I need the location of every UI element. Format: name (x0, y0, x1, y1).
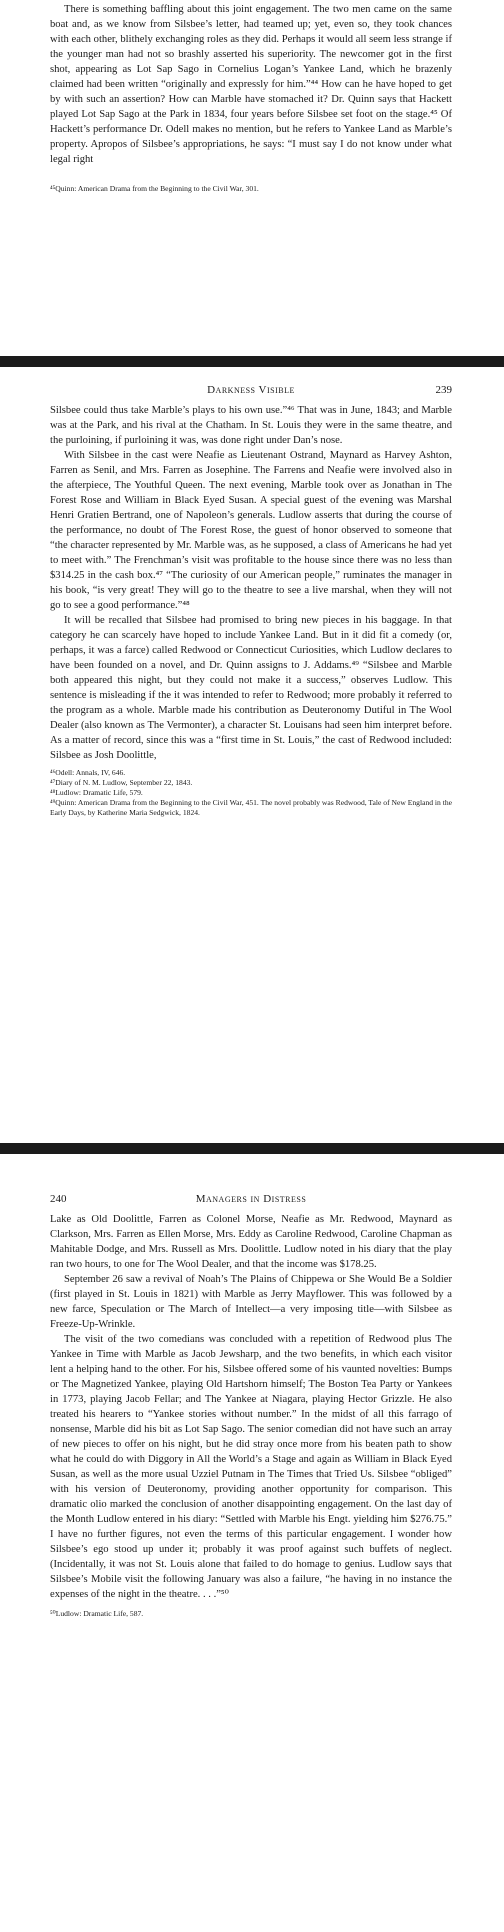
page-separator (0, 356, 504, 367)
footnote: ⁵⁰Ludlow: Dramatic Life, 587. (50, 1609, 144, 1618)
footnote: ⁴⁶Odell: Annals, IV, 646. (50, 768, 126, 777)
paragraph: September 26 saw a revival of Noah’s The Plains of Chippewa or She Would Be a Soldier (first played in St. Louis in 1821) with Marble as Jerry Mayflower. This was followed by a new farce, Speculation or The March of Intellect—a very imposing title—with Silsbee as Freeze-Up-Wrinkle. (50, 1274, 452, 1330)
page-2 (0, 381, 504, 818)
page-separator (0, 1143, 504, 1154)
footnote: ⁴⁵Quinn: American Drama from the Beginning to the Civil War, 301. (50, 184, 259, 193)
page-1-body (50, 2, 452, 167)
page-3 (0, 1190, 504, 1619)
page-number: 239 (435, 384, 452, 396)
paragraph: Lake as Old Doolittle, Farren as Colonel Morse, Neafie as Mr. Redwood, Maynard as Clarkson, Mrs. Farren as Ellen Morse, Mrs. Eddy as Caroline Redwood, Caroline Chapman as Mahitable Dodge, and Mrs. Russell as Mrs. Doolittle. Ludlow noted in his diary that the play ran two hours, to one for The Wool Dealer, and that the income was $178.25. (50, 1214, 452, 1270)
running-head: Darkness Visible (207, 384, 295, 396)
footnotes (50, 184, 452, 194)
footnotes (50, 768, 452, 818)
page-2-body (50, 403, 452, 763)
page-1 (0, 2, 504, 194)
page-3-body (50, 1212, 452, 1602)
page-header (50, 381, 452, 403)
footnote: ⁴⁷Diary of N. M. Ludlow, September 22, 1843. (50, 778, 193, 787)
footnote: ⁴⁸Ludlow: Dramatic Life, 579. (50, 788, 143, 797)
page-number: 240 (50, 1193, 67, 1205)
page-header (50, 1190, 452, 1212)
paragraph: It will be recalled that Silsbee had promised to bring new pieces in his baggage. In that category he can scarcely have hoped to include Yankee Land. But in it did fit a comedy (or, perhaps, it was a farce) called Redwood or Connecticut Curiosities, which Ludlow declares to have been founded on a novel, and Dr. Quinn assigns to J. Addams.⁴⁹ “Silsbee and Marble both appeared this night, but they could not make it a success,” observes Ludlow. This sentence is misleading if the it was intended to refer to Redwood; more probably it referred to the program as a whole. Marble made his contribution as Deuteronomy Dutiful in The Wool Dealer (also known as The Vermonter), a character St. Louisans had seen him interpret before. As a matter of record, since this was a “first time in St. Louis,” the cast of Redwood included: Silsbee as Josh Doolittle, (50, 615, 452, 761)
paragraph: With Silsbee in the cast were Neafie as Lieutenant Ostrand, Maynard as Harvey Ashton, Farren as Senil, and Mrs. Farren as Josephine. The Farrens and Neafie were involved also in the afterpiece, The Youthful Queen. The next evening, Marble took over as Jonathan in The Forest Rose and William in Black Eyed Susan. A special guest of the evening was Marshal Henri Gratien Bertrand, one of Napoleon’s generals. Ludlow asserts that during the course of the performance, no doubt of The Forest Rose, the guest of honor observed to someone that “the character represented by Mr. Marble was, as he supposed, a class of Americans he had yet to meet with.” The Frenchman’s visit was profitable to the house since there was no less than $314.25 in the cash box.⁴⁷ “The curiosity of our American people,” ruminates the manager in his book, “is very great! They will go to the theatre to see a live marshal, when they will not go to see a good performance.”⁴⁸ (50, 450, 452, 611)
paragraph: The visit of the two comedians was concluded with a repetition of Redwood plus The Yankee in Time with Marble as Jacob Jewsharp, and the two benefits, in which each visitor lent a helping hand to the other. For his, Silsbee offered some of his vaunted novelties: Bumps or The Magnetized Yankee, playing Old Hartshorn himself; The Boston Tea Party or Yankees in 1773, playing Jacob Fellar; and The Yankee at Niagara, playing Hector Grizzle. He also treated his hearers to “Yankee stories without number.” In the midst of all this farrago of nonsense, Marble did his bit as Lot Sap Sago. The senior comedian did not have such an array of new pieces to offer on his night, but he did stray once more from his beaten path to show what he could do with Diggory in All the World’s a Stage and again as William in Black Eyed Susan, as well as the more usual Uzziel Putnam in The Times that Tried Us. Silsbee “obliged” with his version of Deuteronomy, providing another opportunity for comparison. This dramatic olio marked the conclusion of another disappointing engagement. On the last day of the Month Ludlow entered in his diary: “Settled with Marble his Engt. yielding him $276.75.” I have no further figures, not even the terms of this particular engagement. I wonder how Silsbee’s ego stood up under it; probably it was proof against such buffets of neglect. (Incidentally, it was not St. Louis alone that failed to do homage to genius. Ludlow says that Silsbee’s Mobile visit the following January was also a failure, “he having in no instance the expenses of the night in the theatre. . . .”⁵⁰ (50, 1334, 452, 1600)
footnote: ⁴⁹Quinn: American Drama from the Beginning to the Civil War, 451. The novel probably was Redwood, Tale of New England in the Early Days, by Katherine Maria Sedgwick, 1824. (50, 798, 453, 817)
paragraph: Silsbee could thus take Marble’s plays to his own use.”⁴⁶ That was in June, 1843; and Marble was at the Park, and his rival at the Chatham. In St. Louis they were in the same theatre, and the purloining, if purloining it was, was done right under Dan’s nose. (50, 405, 452, 446)
footnotes (50, 1609, 452, 1619)
paragraph: There is something baffling about this joint engagement. The two men came on the same boat and, as we know from Silsbee’s letter, had teamed up; yet, even so, they took chances with each other, blithely exchanging roles as they did. Perhaps it would all seem less strange if the younger man had not so brashly asserted his superiority. The newcomer got in the first shot, appearing as Lot Sap Sago in Cornelius Logan’s Yankee Land, which he brazenly claimed had been written “originally and expressly for him.”⁴⁴ How can he have hoped to get by with such an assertion? How can Marble have stomached it? Dr. Quinn says that Hackett played Lot Sap Sago at the Park in 1834, four years before Silsbee set foot on the stage.⁴⁵ Of Hackett’s performance Dr. Odell makes no mention, but he refers to Yankee Land as Marble’s property. Apropos of Silsbee’s appropriations, he says: “I must say I do not know under what legal right (50, 4, 452, 165)
running-head: Managers in Distress (195, 1193, 307, 1205)
